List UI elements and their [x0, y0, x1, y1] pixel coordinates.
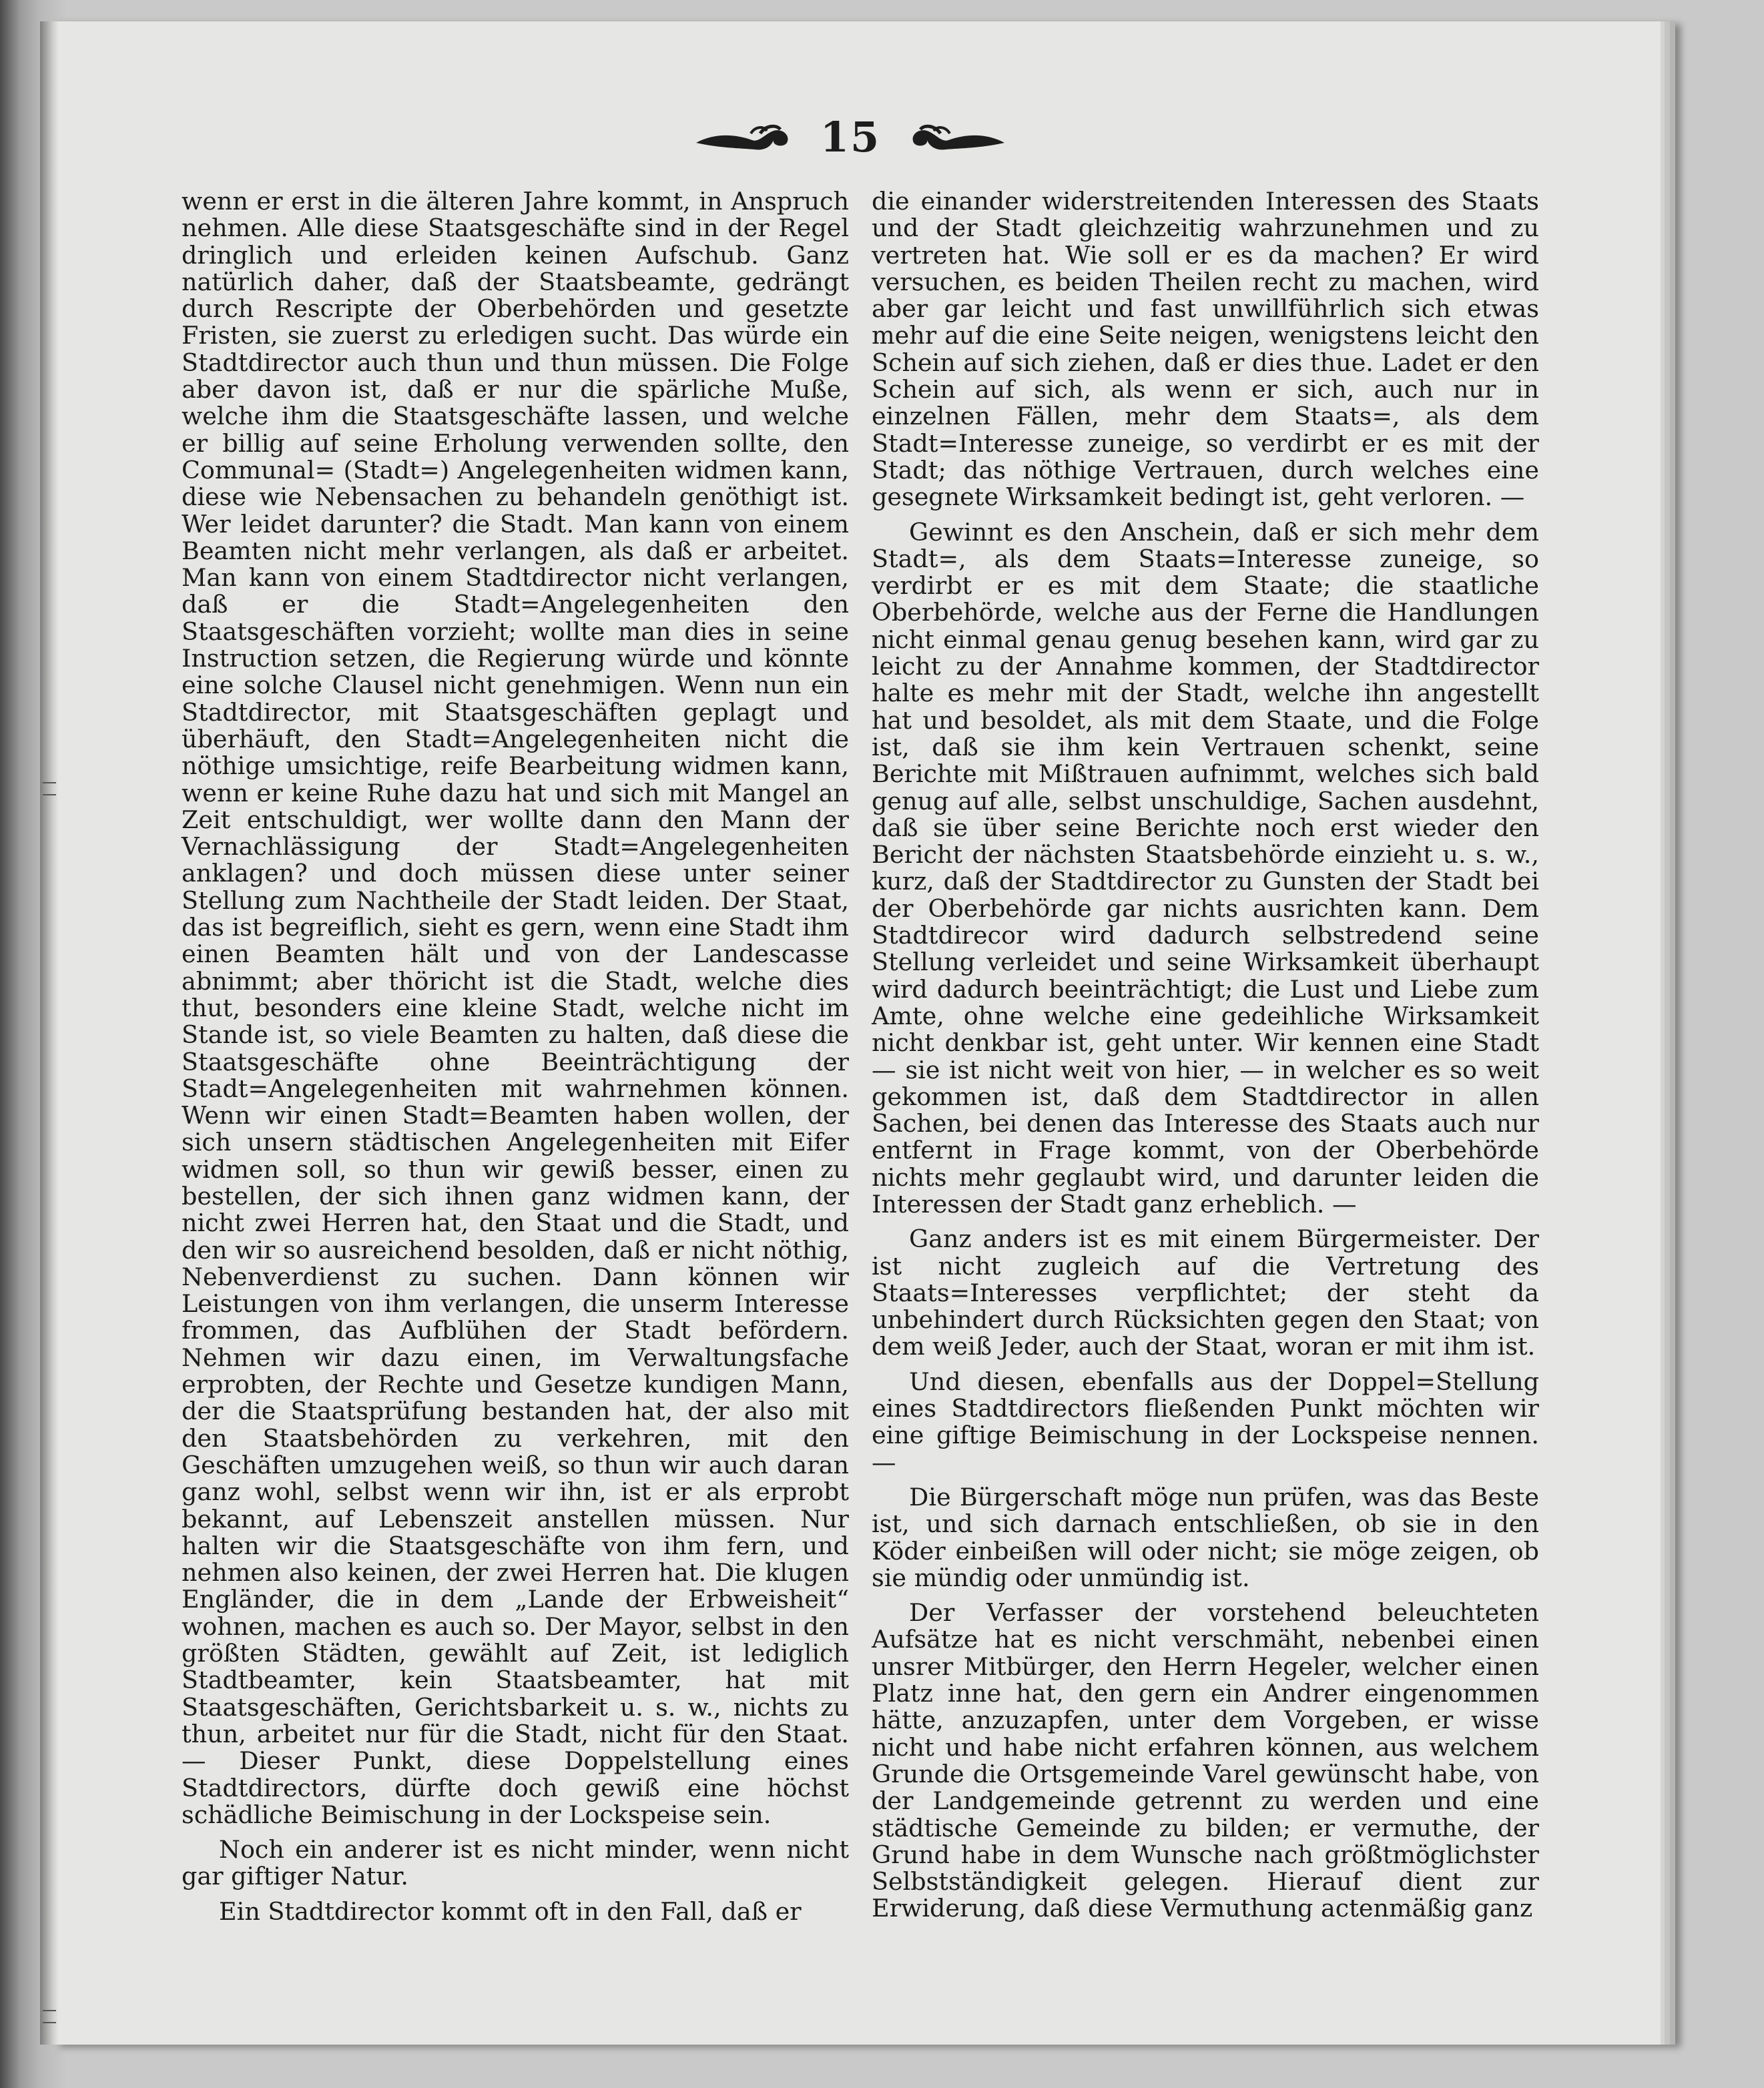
left-text-column: [182, 188, 849, 1925]
paragraph: Gewinnt es den Anschein, daß er sich mehr dem Stadt=, als dem Staats=Interesse zuneige, so verdirbt er es mit dem Staate; die staatliche Oberbehörde, welche aus der Ferne die Handlungen nicht einmal genau genug besehen kann, wird gar zu leicht zu der Annahme kommen, der Stadtdirector halte es mehr mit der Stadt, welche ihn angestellt hat und besoldet, als mit dem Staate, und die Folge ist, daß sie ihm kein Vertrauen schenkt, seine Berichte mit Mißtrauen aufnimmt, welches sich bald genug auf alle, selbst unschuldige, Sachen ausdehnt, daß sie über seine Berichte noch erst wieder den Bericht der nächsten Staatsbehörde einzieht u. s. w., kurz, daß der Stadtdirector zu Gunsten der Stadt bei der Oberbehörde gar nichts ausrichten kann. Dem Stadtdirecor wird dadurch selbstredend seine Stellung verleidet und seine Wirksamkeit überhaupt wird dadurch beeinträchtigt; die Lust und Liebe zum Amte, ohne welche eine gedeihliche Wirksamkeit nicht denkbar ist, geht unter. Wir kennen eine Stadt — sie ist nicht weit von hier, — in welcher es so weit gekommen ist, daß dem Stadtdirector in allen Sachen, bei denen das Interesse des Staats auch nur entfernt in Frage kommt, von der Oberbehörde nichts mehr geglaubt wird, und darunter leiden die Interessen der Stadt ganz erheblich. —: [872, 517, 1539, 1219]
document-page: [40, 21, 1661, 2045]
paragraph: wenn er erst in die älteren Jahre kommt, in Anspruch nehmen. Alle diese Staatsgeschäfte sind in der Regel dringlich und erleiden keinen Aufschub. Ganz natürlich daher, daß der Staatsbeamte, gedrängt durch Rescripte der Oberbehörden und gesetzte Fristen, sie zuerst zu erledigen sucht. Das würde ein Stadtdirector auch thun und thun müssen. Die Folge aber davon ist, daß er nur die spärliche Muße, welche ihm die Staatsgeschäfte lassen, und welche er billig auf seine Erholung verwenden sollte, den Communal= (Stadt=) Angelegenheiten widmen kann, diese wie Nebensachen zu behandeln genöthigt ist. Wer leidet darunter? die Stadt. Man kann von einem Beamten nicht mehr verlangen, als daß er arbeitet. Man kann von einem Stadtdirector nicht verlangen, daß er die Stadt=Angelegenheiten den Staatsgeschäften vorzieht; wollte man dies in seine Instruction setzen, die Regierung würde und könnte eine solche Clausel nicht genehmigen. Wenn nun ein Stadtdirector, mit Staatsgeschäften geplagt und überhäuft, den Stadt=Angelegenheiten nicht die nöthige umsichtige, reife Bearbeitung widmen kann, wenn er keine Ruhe dazu hat und sich mit Mangel an Zeit entschuldigt, wer wollte dann den Mann der Vernachlässigung der Stadt=Angelegenheiten anklagen? und doch müssen diese unter seiner Stellung zum Nachtheile der Stadt leiden. Der Staat, das ist begreiflich, sieht es gern, wenn eine Stadt ihm einen Beamten hält und von der Landescasse abnimmt; aber thöricht ist die Stadt, welche dies thut, besonders eine kleine Stadt, welche nicht im Stande ist, so viele Beamten zu halten, daß diese die Staatsgeschäfte ohne Beeinträchtigung der Stadt=Angelegenheiten mit wahrnehmen können. Wenn wir einen Stadt=Beamten haben wollen, der sich unsern städtischen Angelegenheiten mit Eifer widmen soll, so thun wir gewiß besser, einen zu bestellen, der sich ihnen ganz widmen kann, der nicht zwei Herren hat, den Staat und die Stadt, und den wir so ausreichend besolden, daß er nicht nöthig, Nebenverdienst zu suchen. Dann können wir Leistungen von ihm verlangen, die unserm Interesse frommen, das Aufblühen der Stadt befördern. Nehmen wir dazu einen, im Verwaltungsfache erprobten, der Rechte und Gesetze kundigen Mann, der die Staatsprüfung bestanden hat, der also mit den Staatsbehörden zu verkehren, mit den Geschäften umzugehen weiß, so thun wir auch daran ganz wohl, selbst wenn wir ihn, ist er als erprobt bekannt, auf Lebenszeit anstellen müssen. Nur halten wir die Staatsgeschäfte von ihm fern, und nehmen also keinen, der zwei Herren hat. Die klugen Engländer, die in dem „Lande der Erbweisheit“ wohnen, machen es auch so. Der Mayor, selbst in den größten Städten, gewählt auf Zeit, ist lediglich Stadtbeamter, kein Staatsbeamter, hat mit Staatsgeschäften, Gerichtsbarkeit u. s. w., nichts zu thun, arbeitet nur für die Stadt, nicht für den Staat. — Dieser Punkt, diese Doppelstellung eines Stadtdirectors, dürfte doch gewiß eine höchst schädliche Beimischung in der Lockspeise sein.: [182, 187, 849, 1829]
paragraph: Und diesen, ebenfalls aus der Doppel=Stellung eines Stadtdirectors fließenden Punkt möchten wir eine giftige Beimischung in der Lockspeise nennen. —: [872, 1367, 1539, 1477]
paragraph: Noch ein anderer ist es nicht minder, wenn nicht gar giftiger Natur.: [182, 1835, 849, 1891]
left-flourish-icon: [693, 113, 794, 160]
paragraph: Die Bürgerschaft möge nun prüfen, was das Beste ist, und sich darnach entschließen, ob sie in den Köder einbeißen will oder nicht; sie möge zeigen, ob sie mündig oder unmündig ist.: [872, 1482, 1539, 1592]
binding-stitch-mark: [43, 2010, 56, 2023]
paragraph: Ein Stadtdirector kommt oft in den Fall, daß er: [219, 1896, 802, 1926]
paragraph: die einander widerstreitenden Interessen des Staats und der Stadt gleichzeitig wahrzunehmen und zu vertreten hat. Wie soll er es da machen? Er wird versuchen, es beiden Theilen recht zu machen, wird aber gar leicht und fast unwillführlich sich etwas mehr auf die eine Seite neigen, wenigstens leicht den Schein auf sich ziehen, daß er dies thue. Ladet er den Schein auf sich, als wenn er sich, auch nur in einzelnen Fällen, mehr dem Staats=, als dem Stadt=Interesse zuneige, so verdirbt er es mit der Stadt; das nöthige Vertrauen, durch welches eine gesegnete Wirksamkeit bedingt ist, geht verloren. —: [872, 187, 1539, 512]
right-text-column: [872, 188, 1539, 1923]
page-number: 15: [820, 112, 881, 161]
page-binding-edge: [40, 21, 59, 2045]
right-flourish-icon: [907, 113, 1007, 160]
page-header: [40, 100, 1661, 173]
paragraph: Der Verfasser der vorstehend beleuchteten Aufsätze hat es nicht verschmäht, nebenbei einen unsrer Mitbürger, den Herrn Hegeler, welcher einen Platz inne hat, den gern ein Andrer eingenommen hätte, anzuzapfen, unter dem Vorgeben, er wisse nicht und habe nicht erfahren können, aus welchem Grunde die Ortsgemeinde Varel gewünscht habe, von der Landgemeinde getrennt zu werden und eine städtische Gemeinde zu bilden; er vermuthe, der Grund habe in dem Wunsche nach größtmöglichster Selbstständigkeit gelegen. Hierauf dient zur Erwiderung, daß diese Vermuthung actenmäßig ganz: [872, 1598, 1539, 1923]
paragraph: Ganz anders ist es mit einem Bürgermeister. Der ist nicht zugleich auf die Vertretung des Staats=Interesses verpflichtet; der steht da unbehindert durch Rücksichten gegen den Staat; von dem weiß Jeder, auch der Staat, woran er mit ihm ist.: [872, 1225, 1539, 1361]
binding-stitch-mark: [43, 782, 56, 795]
